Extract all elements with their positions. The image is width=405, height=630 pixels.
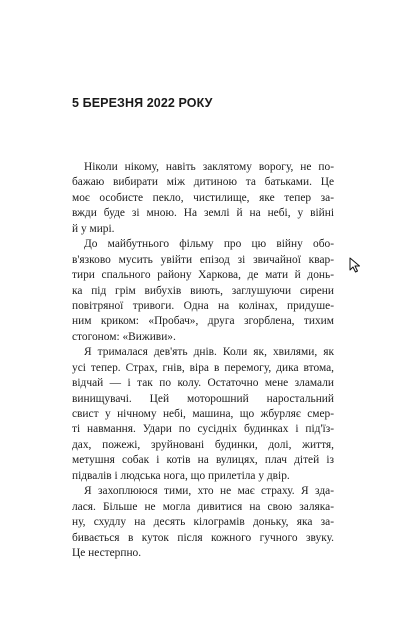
text-line: тири спального району Харкова, де мати й донь- (72, 269, 334, 282)
paragraph (72, 345, 334, 484)
text-line: винищувачі. Цей моторошний наростальний (72, 392, 334, 405)
text-line: свист у нічному небі, машина, що жбурляє смер- (72, 408, 334, 420)
paragraph (72, 484, 334, 561)
text-line: бивається в куток після кожного гучного звуку. (72, 531, 334, 544)
text-line: Я захоплююся тими, хто не має страху. Я зда- (84, 485, 334, 498)
text-line: моє особисте пекло, чистилище, яке тепер за- (72, 191, 334, 204)
text-line: вжди буде зі мною. На землі й на небі, у війні (72, 207, 334, 220)
text-line: Ніколи нікому, навіть заклятому ворогу, не по- (84, 161, 334, 173)
text-line: й у мирі. (72, 222, 115, 235)
mouse-pointer-icon (349, 257, 361, 273)
text-line: ну, схудлу на десять кілограмів доньку, яка за- (72, 516, 334, 529)
text-line: Я трималася дев'ять днів. Коли як, хвилями, як (84, 346, 334, 359)
text-line: До майбутнього фільму про цю війну обо- (84, 238, 334, 251)
paragraph (72, 160, 334, 237)
text-line: ка під грім вибухів виють, заглушуючи сирени (72, 284, 334, 297)
paragraph (72, 237, 334, 345)
text-line: Це нестерпно. (72, 546, 142, 559)
body-text (72, 160, 334, 561)
text-line: ним криком: «Пробач», друга згорблена, тихим (72, 315, 334, 328)
text-line: стогоном: «Виживи». (72, 330, 176, 343)
text-line: усі тепер. Страх, гнів, віра в перемогу, дика втома, (72, 361, 334, 374)
text-line: бажаю вибирати між дитиною та батьками. Це (72, 176, 334, 189)
text-line: в'язково мусить увійти епізод зі звичайної квар- (72, 253, 334, 266)
text-line: повітряної тривоги. Одна на колінах, придуше- (72, 299, 334, 312)
text-line: лася. Більше не могла дивитися на свою заляка- (72, 500, 334, 513)
text-line: дах, пожежі, зруйновані будинки, долі, життя, (72, 438, 334, 451)
text-line: метушня собак і котів на вулицях, плач дітей із (72, 454, 334, 467)
text-line: підвалів і людська нога, що прилетіла у двір. (72, 469, 290, 482)
text-line: відчай — і так по колу. Остаточно мене зламали (72, 377, 334, 390)
chapter-heading: 5 БЕРЕЗНЯ 2022 РОКУ (72, 96, 213, 110)
text-line: ті навмання. Удари по сусідніх будинках і під'їз- (72, 423, 334, 436)
